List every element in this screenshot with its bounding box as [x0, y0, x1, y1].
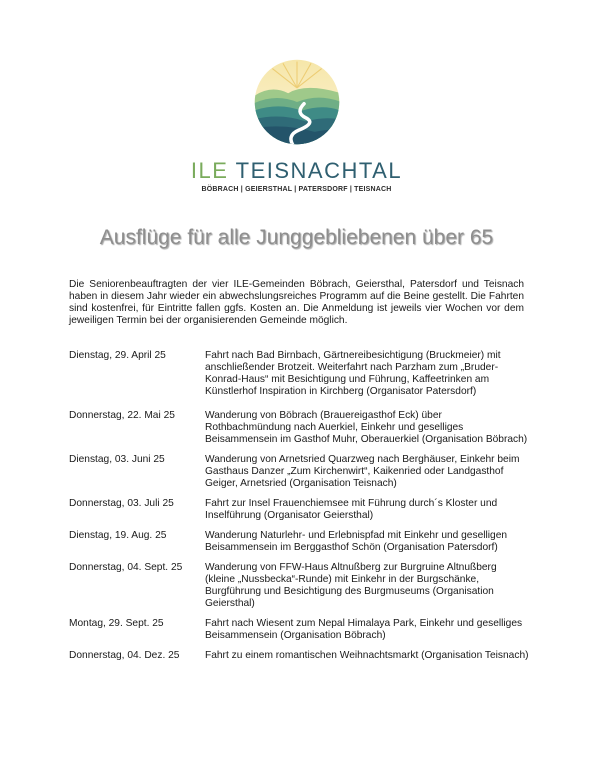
event-description: Wanderung von FFW-Haus Altnußberg zur Burgruine Altnußberg (kleine „Nussbecka“-Runde) mit Einkehr in der Burgschänke, Burgführung und Besichtigung des Burgmuseums (Organisation Geiersthal) — [205, 562, 497, 609]
event-date: Donnerstag, 04. Dez. 25 — [69, 650, 180, 661]
page-title: Ausflüge für alle Junggebliebenen über 65 — [99, 226, 494, 249]
intro-paragraph: Die Seniorenbeauftragten der vier ILE-Gemeinden Böbrach, Geiersthal, Patersdorf und Teisnach haben in diesem Jahr wieder ein abwechslungsreiches Programm auf die Beine gestellt. Die Fahrten sind kostenfrei, für Eintritte fallen ggfs. Kosten an. Die Anmeldung ist jeweils vier Wochen vor dem jeweiligen Termin bei der organisierenden Gemeinde möglich. — [69, 279, 524, 326]
event-date: Dienstag, 19. Aug. 25 — [69, 530, 167, 541]
brand-prefix: ILE — [190, 158, 229, 183]
event-row — [69, 350, 529, 398]
event-date: Dienstag, 03. Juni 25 — [69, 454, 165, 465]
event-date: Donnerstag, 04. Sept. 25 — [69, 562, 183, 573]
event-date: Donnerstag, 03. Juli 25 — [69, 498, 174, 509]
event-date: Donnerstag, 22. Mai 25 — [69, 410, 175, 421]
event-description: Wanderung von Arnetsried Quarzweg nach Berghäuser, Einkehr beim Gasthaus Danzer „Zum Kirchenwirt“, Kaikenried oder Landgasthof Geiger, Arnetsried (Organisation Teisnach) — [205, 454, 520, 489]
brand-subtitle: BÖBRACH | GEIERSTHAL | PATERSDORF | TEISNACH — [201, 186, 392, 193]
event-description: Wanderung Naturlehr- und Erlebnispfad mit Einkehr und geselligen Beisammensein im Berggasthof Schön (Organisation Patersdorf) — [205, 530, 508, 553]
event-row — [69, 618, 529, 642]
event-row — [69, 498, 529, 522]
event-date: Dienstag, 29. April 25 — [69, 350, 166, 361]
brand-main: TEISNACHTAL — [235, 158, 403, 183]
brand-name — [0, 158, 593, 184]
event-row — [69, 650, 529, 662]
event-description: Fahrt nach Bad Birnbach, Gärtnereibesichtigung (Bruckmeier) mit anschließender Brotzeit. Weiterfahrt nach Parzham zum „Bruder-Konrad-Haus“ mit Besichtigung und Führung, Kaffeetrinken am Künstlerhof Inspiration in Kirchberg (Organisator Patersdorf) — [205, 350, 501, 397]
ile-teisnachtal-logo-icon — [253, 58, 341, 146]
event-schedule — [69, 350, 529, 670]
event-description: Fahrt nach Wiesent zum Nepal Himalaya Park, Einkehr und geselliges Beisammensein (Organisation Böbrach) — [205, 618, 523, 641]
event-row — [69, 410, 529, 446]
event-row — [69, 530, 529, 554]
event-description: Fahrt zur Insel Frauenchiemsee mit Führung durch´s Kloster und Inselführung (Organisator Geiersthal) — [205, 498, 498, 521]
event-row — [69, 454, 529, 490]
event-description: Fahrt zu einem romantischen Weihnachtsmarkt (Organisation Teisnach) — [205, 650, 529, 661]
event-description: Wanderung von Böbrach (Brauereigasthof Eck) über Rothbachmündung nach Auerkiel, Einkehr und geselliges Beisammensein im Gasthof Muhr, Oberauerkiel (Organisation Böbrach) — [205, 410, 528, 445]
event-row — [69, 562, 529, 610]
event-date: Montag, 29. Sept. 25 — [69, 618, 164, 629]
